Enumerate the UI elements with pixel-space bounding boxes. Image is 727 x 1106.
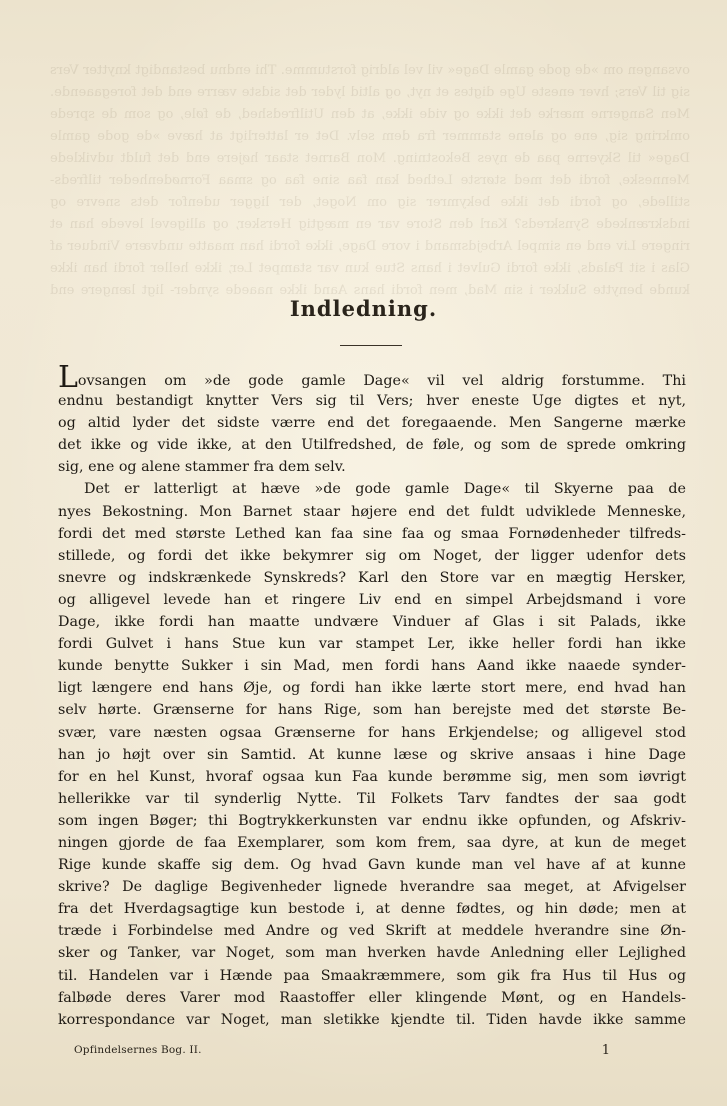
text-line: fra det Hverdagsagtige kun bestode i, at denne fødtes, og hin døde; men at (58, 901, 686, 918)
text-line: for en hel Kunst, hvoraf ogsaa kun Faa kunde berømme sig, men som iøvrigt (58, 768, 686, 785)
text-line: nyes Bekostning. Mon Barnet staar højere end det fuldt udviklede Menneske, (58, 503, 686, 520)
text-line: korrespondance var Noget, man sletikke kjendte til. Tiden havde ikke samme (58, 1011, 686, 1028)
chapter-title: Indledning. (289, 296, 438, 321)
text-line: falbøde deres Varer mod Raastoffer eller klingende Mønt, og en Handels- (58, 989, 686, 1006)
text-line: træde i Forbindelse med Andre og ved Skrift at meddele hverandre sine Øn- (58, 923, 686, 940)
text-line: stillede, og fordi det ikke bekymrer sig om Noget, der ligger udenfor dets (58, 547, 686, 564)
text-line: fordi det med største Lethed kan faa sine faa og smaa Fornødenheder tilfreds- (58, 525, 686, 542)
text-line: som ingen Bøger; thi Bogtrykkerkunsten var endnu ikke opfunden, og Afskriv- (58, 812, 686, 829)
text-line: Det er latterligt at hæve »de gode gamle Dage« til Skyerne paa de (84, 481, 686, 498)
text-line: Lovsangen om »de gode gamle Dage« vil vel aldrig forstumme. Thi (58, 360, 686, 395)
drop-cap: L (58, 360, 78, 395)
text-line: hellerikke var til synderlig Nytte. Til Folkets Tarv fandtes der saa godt (58, 790, 686, 807)
text-line: kunde benytte Sukker i sin Mad, men fordi hans Aand ikke naaede synder- (58, 658, 686, 675)
text-line: Rige kunde skaffe sig dem. Og hvad Gavn kunde man vel have af at kunne (58, 857, 686, 874)
text-line: svær, vare næsten ogsaa Grænserne for hans Erkjendelse; og alligevel stod (58, 724, 686, 741)
text-line: og alligevel levede han et ringere Liv end en simpel Arbejdsmand i vore (58, 591, 686, 608)
text-line: fordi Gulvet i hans Stue kun var stampet Ler, ikke heller fordi han ikke (58, 636, 686, 653)
text-line: ningen gjorde de faa Exemplarer, som kom frem, saa dyre, at kun de meget (58, 834, 686, 851)
text-line: Dage, ikke fordi han maatte undvære Vinduer af Glas i sit Palads, ikke (58, 614, 686, 631)
text-line: ligt længere end hans Øje, og fordi han ikke lærte stort mere, end hvad han (58, 680, 686, 697)
text-line: han jo højt over sin Samtid. At kunne læse og skrive ansaas i hine Dage (58, 746, 686, 763)
running-book-title: Opfindelsernes Bog. II. (74, 1044, 202, 1056)
text-line: snevre og indskrænkede Synskreds? Karl den Store var en mægtig Hersker, (58, 569, 686, 586)
text-line: endnu bestandigt knytter Vers sig til Vers; hver eneste Uge digtes et nyt, (58, 393, 686, 410)
text-line: og altid lyder det sidste værre end det foregaaende. Men Sangerne mærke (58, 415, 686, 432)
text-line: selv hørte. Grænserne for hans Rige, som han berejste med det største Be- (58, 702, 686, 719)
body-text (58, 360, 686, 1031)
text-line: til. Handelen var i Hænde paa Smaakræmmere, som gik fra Hus til Hus og (58, 967, 686, 984)
text-line: det ikke og vide ikke, at den Utilfredshed, de føle, og som de sprede omkring (58, 437, 686, 454)
text-line: sig, ene og alene stammer fra dem selv. (58, 459, 346, 476)
text-line: sker og Tanker, var Noget, som man hverken havde Anledning eller Lejlighed (58, 945, 686, 962)
show-through-bleed: ovsangen om »de gode gamle Dage« vil vel aldrig forstumme. Thi endnu bestandigt knytter Vers sig til Vers; hver eneste Uge digtes et nyt, og altid lyder det sidste værre end det foregaaende. Men Sangerne mærke det ikke og vide ikke, at den Utilfredshed, de føle, og som de sprede omkring sig, ene og alene stammer fra dem selv. Det er latterligt at hæve »de gode gamle Dage« til Skyerne paa de nyes Bekostning. Mon Barnet staar højere end det fuldt udviklede Menneske, fordi det med største Lethed kan faa sine faa og smaa Fornødenheder tilfreds- stillede, og fordi det ikke bekymrer sig om Noget, der ligger udenfor dets snevre og indskrænkede Synskreds? Karl den Store var en mægtig Hersker, og alligevel levede han et ringere Liv end en simpel Arbejdsmand i vore Dage, ikke fordi han maatte undvære Vinduer af Glas i sit Palads, ikke fordi Gulvet i hans Stue kun var stampet Ler, ikke heller fordi han ikke kunde benytte Sukker i sin Mad, men fordi hans Aand ikke naaede synder- ligt længere end (50, 63, 690, 298)
text-line: skrive? De daglige Begivenheder lignede hverandre saa meget, at Afvigelser (58, 879, 686, 896)
title-rule (340, 345, 402, 346)
page-number: 1 (601, 1043, 610, 1058)
